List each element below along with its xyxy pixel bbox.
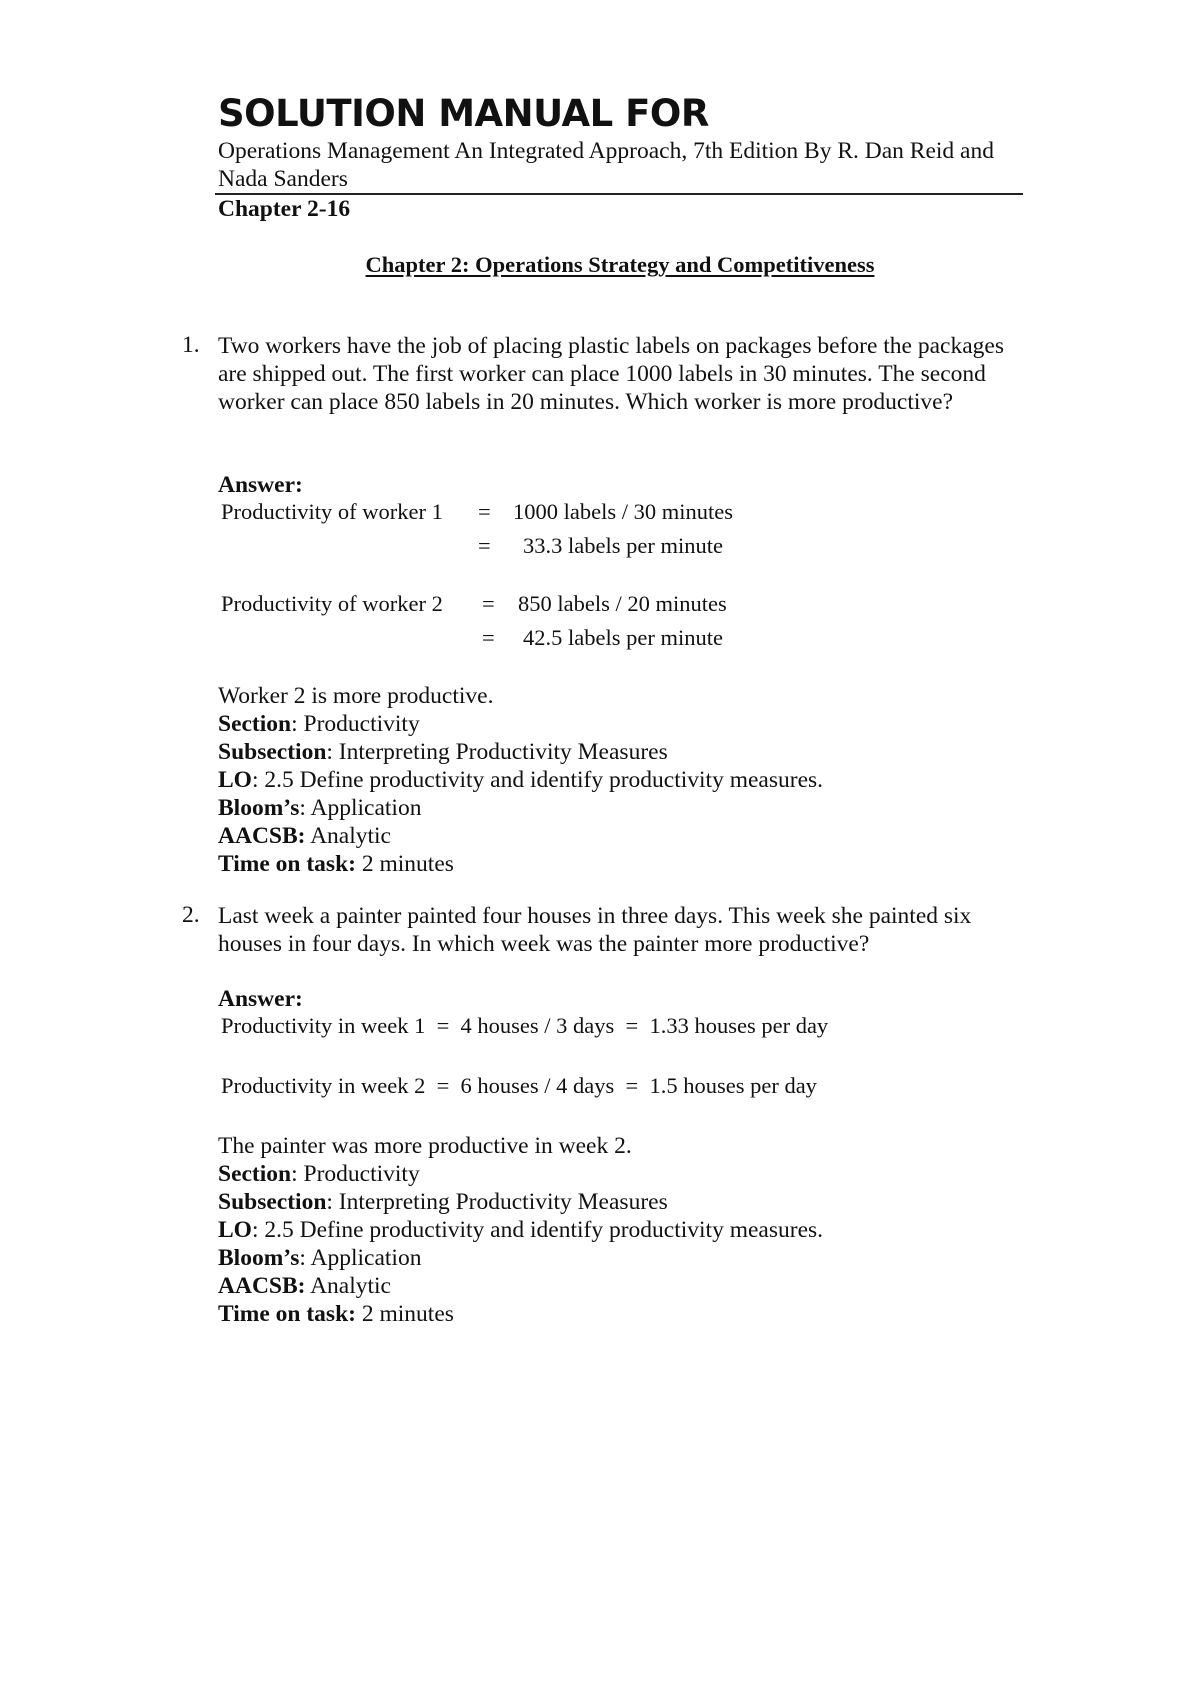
question-number: 2. [182,902,200,928]
aacsb-line: AACSB: Analytic [218,1273,391,1299]
subsection-line: Subsection: Interpreting Productivity Measures [218,739,668,765]
answer-conclusion: The painter was more productive in week 2. [218,1133,632,1159]
calc-label: Productivity of worker 1 [221,499,443,524]
subsection-line: Subsection: Interpreting Productivity Measures [218,1189,668,1215]
question-text: Two workers have the job of placing plastic labels on packages before the packages are shipped out. The first worker can place 1000 labels in 30 minutes. The second worker can place 850 labels in 20 minutes. Which worker is more productive? [218,333,1004,415]
section-line: Section: Productivity [218,1161,420,1187]
question-number: 1. [182,332,200,358]
chapter-heading: Chapter 2: Operations Strategy and Competitiveness [365,252,875,277]
section-line: Section: Productivity [218,711,420,737]
calc-line: Productivity in week 2 = 6 houses / 4 days = 1.5 houses per day [221,1073,817,1098]
calc-line: Productivity in week 1 = 4 houses / 3 days = 1.33 houses per day [221,1013,829,1038]
answer-conclusion: Worker 2 is more productive. [218,683,494,709]
equals-sign: = [478,499,491,524]
calc-result: 33.3 labels per minute [523,533,723,558]
aacsb-line: AACSB: Analytic [218,823,391,849]
calc-value: 850 labels / 20 minutes [518,591,727,616]
answer-label: Answer: [218,986,303,1012]
calc-label: Productivity of worker 2 [221,591,443,616]
blooms-line: Bloom’s: Application [218,1245,422,1271]
equals-sign: = [482,591,495,616]
calc-result: 42.5 labels per minute [523,625,723,650]
answer-label: Answer: [218,472,303,498]
equals-sign: = [482,625,495,650]
time-on-task-line: Time on task: 2 minutes [218,1301,454,1327]
equals-sign: = [478,533,491,558]
time-on-task-line: Time on task: 2 minutes [218,851,454,877]
lo-line: LO: 2.5 Define productivity and identify productivity measures. [218,767,824,793]
header-divider [215,193,1023,195]
lo-line: LO: 2.5 Define productivity and identify productivity measures. [218,1217,824,1243]
chapter-range: Chapter 2-16 [218,196,351,222]
calc-value: 1000 labels / 30 minutes [513,499,733,524]
question-text: Last week a painter painted four houses in three days. This week she painted six houses in four days. In which week was the painter more productive? [218,903,972,957]
book-title: Operations Management An Integrated Approach, 7th Edition By R. Dan Reid and Nada Sanders [218,138,994,192]
blooms-line: Bloom’s: Application [218,795,422,821]
document-brand-title: SOLUTION MANUAL FOR [218,92,709,135]
